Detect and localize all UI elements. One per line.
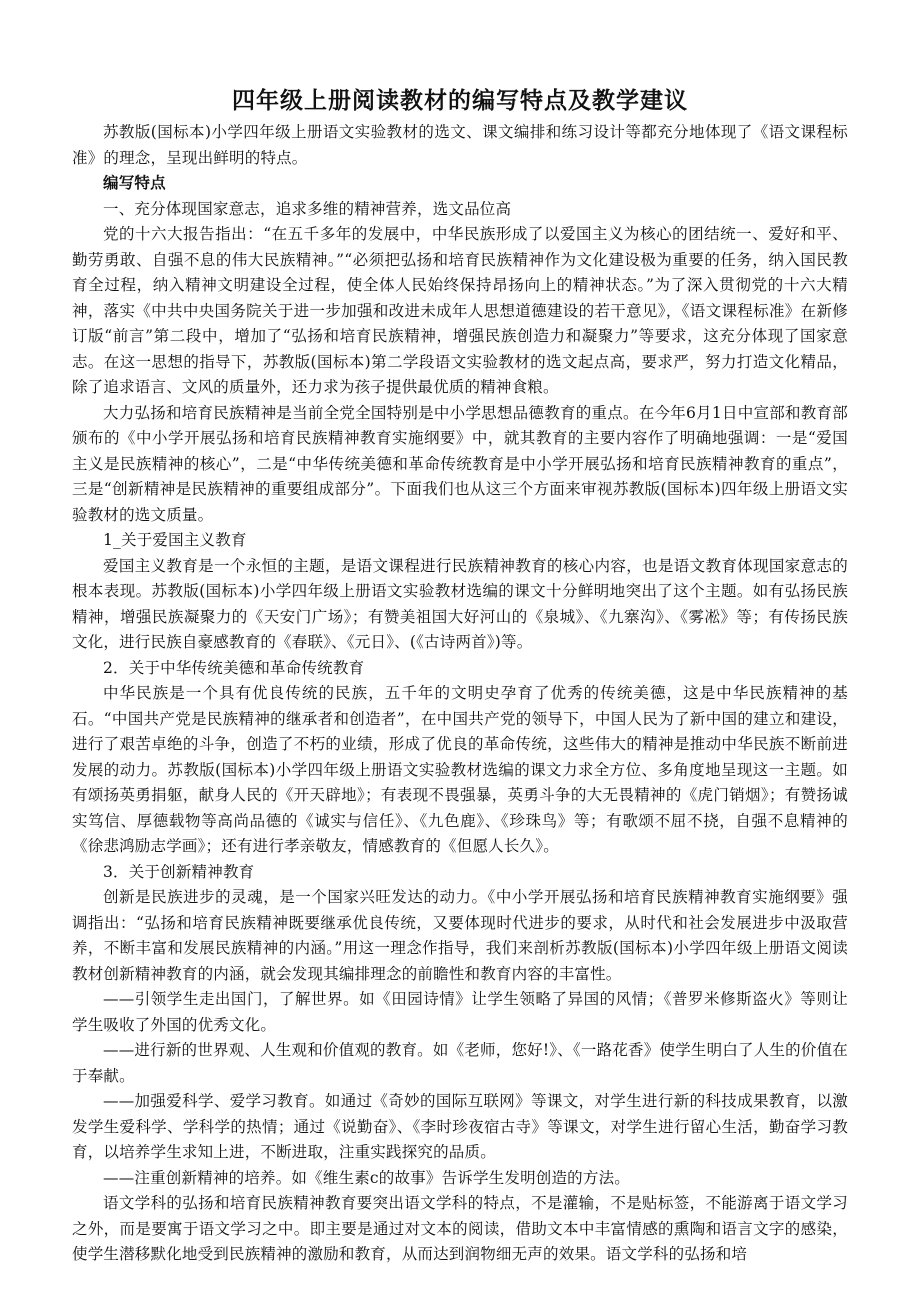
subheading-innovation: 3．关于创新精神教育	[103, 862, 255, 881]
section-heading-features: 编写特点	[103, 174, 166, 192]
list-item-creativity: ——注重创新精神的培养。如《维生素c的故事》告诉学生发明创造的方法。	[103, 1168, 630, 1187]
list-item-science: ——加强爱科学、爱学习教育。如通过《奇妙的国际互联网》等课文，对学生进行新的科技成果教育，以激发学生爱科学、学科学的热情；通过《说勤奋》、《李时珍夜宿古寺》等课文，对学生进行留心生活，勤奋学习教育，以培养学生求知上进，不断进取，注重实践探究的品质。	[72, 1092, 848, 1161]
paragraph-language-subject: 语文学科的弘扬和培育民族精神教育要突出语文学科的特点，不是灌输，不是贴标签，不能游离于语文学习之外，而是要寓于语文学习之中。即主要是通过对文本的阅读，借助文本中丰富情感的熏陶和语言文字的感染，使学生潜移默化地受到民族精神的激励和教育，从而达到润物细无声的效果。语文学科的弘扬和培	[72, 1194, 848, 1263]
paragraph-intro: 苏教版(国标本)小学四年级上册语文实验教材的选文、课文编排和练习设计等都充分地体现了《语文课程标准》的理念，呈现出鲜明的特点。	[72, 123, 848, 167]
paragraph-traditional-virtues: 中华民族是一个具有优良传统的民族，五千年的文明史孕育了优秀的传统美德，这是中华民族精神的基石。“中国共产党是民族精神的继承者和创造者”，在中国共产党的领导下，中国人民为了新中国的建立和建设，进行了艰苦卓绝的斗争，创造了不朽的业绩，形成了优良的革命传统，这些伟大的精神是推动中华民族不断前进发展的动力。苏教版(国标本)小学四年级上册语文实验教材选编的课文力求全方位、多角度地呈现这一主题。如有颂扬英勇捐躯，献身人民的《开天辟地》；有表现不畏强暴，英勇斗争的大无畏精神的《虎门销烟》；有赞扬诚实笃信、厚德载物等高尚品德的《诚实与信任》、《九色鹿》、《珍珠鸟》等；有歌颂不屈不挠，自强不息精神的《徐悲鸿励志学画》；还有进行孝亲敬友，情感教育的《但愿人长久》。	[72, 684, 848, 855]
subheading-national-will: 一、充分体现国家意志，追求多维的精神营养，选文品位高	[103, 199, 512, 218]
document-page	[72, 84, 848, 1268]
paragraph-patriotism: 爱国主义教育是一个永恒的主题，是语文课程进行民族精神教育的核心内容，也是语文教育体现国家意志的根本表现。苏教版(国标本)小学四年级上册语文实验教材选编的课文十分鲜明地突出了这个主题。如有弘扬民族精神，增强民族凝聚力的《天安门广场》；有赞美祖国大好河山的《泉城》、《九寨沟》、《雾凇》等；有传扬民族文化，进行民族自豪感教育的《春联》、《元日》、(《古诗两首》)等。	[72, 556, 848, 651]
subheading-patriotism: 1_关于爱国主义教育	[103, 531, 247, 549]
document-title: 四年级上册阅读教材的编写特点及教学建议	[232, 88, 688, 114]
subheading-traditional-virtues: 2．关于中华传统美德和革命传统教育	[103, 658, 365, 677]
paragraph-national-spirit: 大力弘扬和培育民族精神是当前全党全国特别是中小学思想品德教育的重点。在今年6月1日中宣部和教育部颁布的《中小学开展弘扬和培育民族精神教育实施纲要》中，就其教育的主要内容作了明确地强调：一是“爱国主义是民族精神的核心”，二是“中华传统美德和革命传统教育是中小学开展弘扬和培育民族精神教育的重点”，三是“创新精神是民族精神的重要组成部分”。下面我们也从这三个方面来审视苏教版(国标本)四年级上册语文实验教材的选文质量。	[72, 403, 848, 524]
list-item-world: ——引领学生走出国门，了解世界。如《田园诗情》让学生领略了异国的风情；《普罗米修斯盗火》等则让学生吸收了外国的优秀文化。	[72, 990, 848, 1034]
paragraph-innovation: 创新是民族进步的灵魂，是一个国家兴旺发达的动力。《中小学开展弘扬和培育民族精神教育实施纲要》强调指出：“弘扬和培育民族精神既要继承优良传统，又要体现时代进步的要求，从时代和社会发展进步中汲取营养，不断丰富和发展民族精神的内涵。”用这一理念作指导，我们来剖析苏教版(国标本)小学四年级上册语文阅读教材创新精神教育的内涵，就会发现其编排理念的前瞻性和教育内容的丰富性。	[72, 888, 848, 983]
paragraph-party-report: 党的十六大报告指出：“在五千多年的发展中，中华民族形成了以爱国主义为核心的团结统一、爱好和平、勤劳勇敢、自强不息的伟大民族精神。”“必须把弘扬和培育民族精神作为文化建设极为重要的任务，纳入国民教育全过程，纳入精神文明建设全过程，使全体人民始终保持昂扬向上的精神状态。”为了深入贯彻党的十六大精神，落实《中共中央国务院关于进一步加强和改进未成年人思想道德建设的若干意见》，《语文课程标准》在新修订版“前言”第二段中，增加了“弘扬和培育民族精神，增强民族创造力和凝聚力”等要求，这充分体现了国家意志。在这一思想的指导下，苏教版(国标本)第二学段语文实验教材的选文起点高，要求严，努力打造文化精品，除了追求语言、文风的质量外，还力求为孩子提供最优质的精神食粮。	[72, 225, 848, 396]
list-item-values: ——进行新的世界观、人生观和价值观的教育。如《老师，您好!》、《一路花香》使学生明白了人生的价值在于奉献。	[72, 1041, 848, 1085]
